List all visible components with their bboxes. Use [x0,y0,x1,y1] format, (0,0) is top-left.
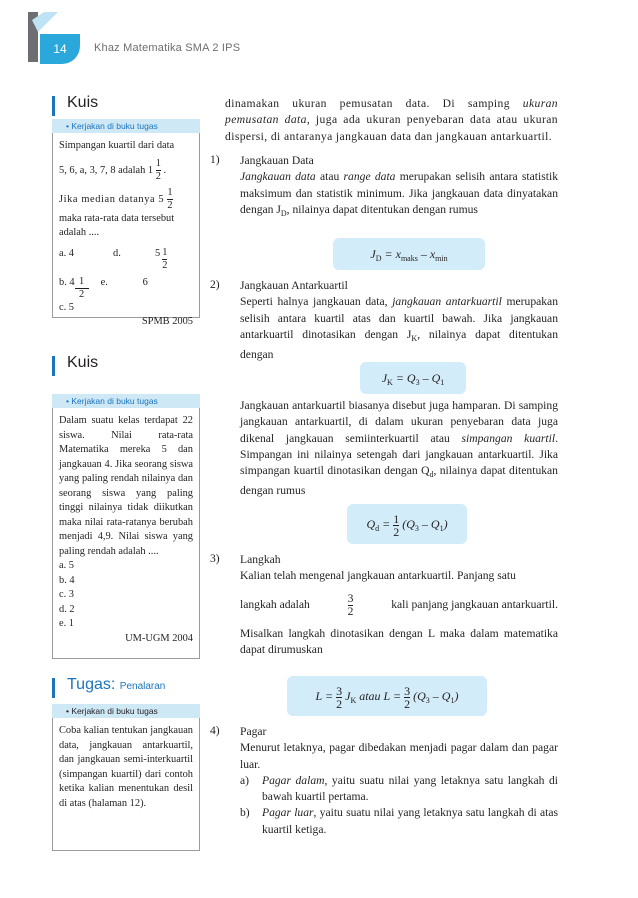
running-header-title: Khaz Matematika SMA 2 IPS [94,42,241,54]
question-data-line: 5, 6, a, 3, 7, 8 adalah 1 $\frac{1}{2}$ . [59,157,167,182]
question-text: Dalam suatu kelas terdapat 22 siswa. Nilai rata-rata Matematika mereka 5 dan jangkauan 4. Jika seorang siswa yang paling rendah nilainya dan seorang siswa yang paling tinggi nilainya tidak diikutkan maka nilai rata-ratanya berubah menjadi 4,9. Nilai siswa yang paling rendah adalah .... [59,415,193,557]
option-e: e. 1 [59,618,75,629]
section-2-number: 2) [210,278,220,291]
kuis-subtitle: • Kerjakan di buku tugas [52,119,200,133]
question-data: 5, 6, a, 3, 7, 8 adalah 1 [59,164,154,176]
section-3-text: Kalian telah mengenal jangkauan antarkuartil. Panjang satu [240,569,516,583]
formula-simpangan-kuartil: $Q_d$ = $\frac{1}{2}$ $(Q_3 - Q_1)$ [347,504,467,544]
section-4-number: 4) [210,724,220,737]
section-2-continued: Jangkauan antarkuartil biasanya disebut juga hamparan. Di samping jangkauan antarkuartil, di dalam ukuran penyebaran data juga dikenal jangkauan semiinterkuartil atau simpangan kuartil. Simpangan ini nilainya setengah dari jangkauan antarkuartil. Jika simpangan kuartil dinotasikan dengan $Q_d$, nilainya dapat ditentukan dengan rumus [240,399,559,498]
tugas-title: Tugas: Penalaran [52,678,200,698]
section-1-title: Jangkauan Data [240,154,314,167]
kuis-question [52,133,200,327]
section-2-title: Jangkauan Antarkuartil [240,279,348,292]
section-4 [240,724,558,838]
kuis-box-2 [52,356,200,659]
tugas-subtitle: • Kerjakan di buku tugas [52,704,200,718]
section-4-title: Pagar [240,725,267,738]
section-4a: a) Pagar dalam, yaitu suatu nilai yang letaknya satu langkah di bawah kuartil pertama. [240,773,558,804]
option-d: d. 2 [59,603,75,615]
formula-jangkauan-antarkuartil: $J_K = Q_3 - Q_1$ [360,362,466,394]
section-3-title: Langkah [240,553,281,566]
formula-jangkauan-data: $J_D = x_{maks} - x_{min}$ [333,238,485,270]
question-line: maka rata-rata data tersebut adalah .... [59,212,175,238]
section-2-text: Seperti halnya jangkauan data, jangkauan antarkuartil merupakan selisih antara kuartil atas dan kuartil bawah. Jika jangkauan antarkuartil dinotasikan dengan $J_K$, nilainya dapat ditentukan dengan [240,295,558,362]
question-line: Simpangan kuartil dari data [59,140,175,151]
intro-paragraph: dinamakan ukuran pemusatan data. Di samping ukuran pemusatan data, juga ada ukuran penyebaran data atau ukuran dispersi, di antaranya jangkauan data dan jangkauan antarkuartil. [225,97,558,143]
fraction: $\frac{1}{2}$ [155,157,161,182]
option-b: b. 4 [59,574,75,586]
option-c: c. 3 [59,589,75,600]
section-3-number: 3) [210,552,220,565]
kuis-title: Kuis [52,356,200,376]
option-a: a. 5 [59,560,75,571]
section-1-text: Jangkauan data atau range data merupakan selisih antara statistik maksimum dan statistik minimum. Jika jangkauan data dinyatakan dengan $J_D$, nilainya dapat ditentukan dengan rumus [240,170,558,218]
kuis-subtitle: • Kerjakan di buku tugas [52,394,200,408]
formula-langkah: L = $\frac{3}{2}$ $J_K$ atau L = $\frac{3}{2}$ $(Q_3 - Q_1)$ [287,676,487,716]
section-1 [240,153,558,222]
kuis-box-1 [52,94,200,327]
option-row: b. 4 $\frac{1}{2}$ e. 6 [59,275,148,300]
question-median-line: Jika median datanya 5 $\frac{1}{2}$ [59,186,174,211]
section-4b: b) Pagar luar, yaitu suatu nilai yang letaknya satu langkah di atas kuartil ketiga. [240,806,558,836]
tugas-text: Coba kalian tentukan jangkauan data, jangkauan antarkuartil, dan jangkauan semi-interkuartil (simpangan kuartil) dari contoh ketika kalian menentukan desil di atas (halaman 12). [52,718,200,851]
tugas-box [52,678,200,851]
option-row: a. 4 d. 5 $\frac{1}{2}$ [59,246,168,271]
page-number: 14 [40,34,80,64]
kuis-question [52,408,200,659]
kuis-title: Kuis [52,96,200,116]
section-1-number: 1) [210,153,220,166]
section-4-text: Menurut letaknya, pagar dibedakan menjadi pagar dalam dan pagar luar. [240,741,558,771]
kuis-source: SPMB 2005 [141,316,193,327]
option-c: c. 5 [59,301,75,313]
section-3-langkah-line: langkah adalah $\frac{3}{2}$ kali panjang jangkauan antarkuartil. [240,591,558,618]
section-2 [240,278,558,363]
section-3 [240,552,558,658]
section-3-text-2: Misalkan langkah dinotasikan dengan L maka dalam matematika dapat dirumuskan [240,626,558,656]
kuis-source: UM-UGM 2004 [125,632,193,644]
